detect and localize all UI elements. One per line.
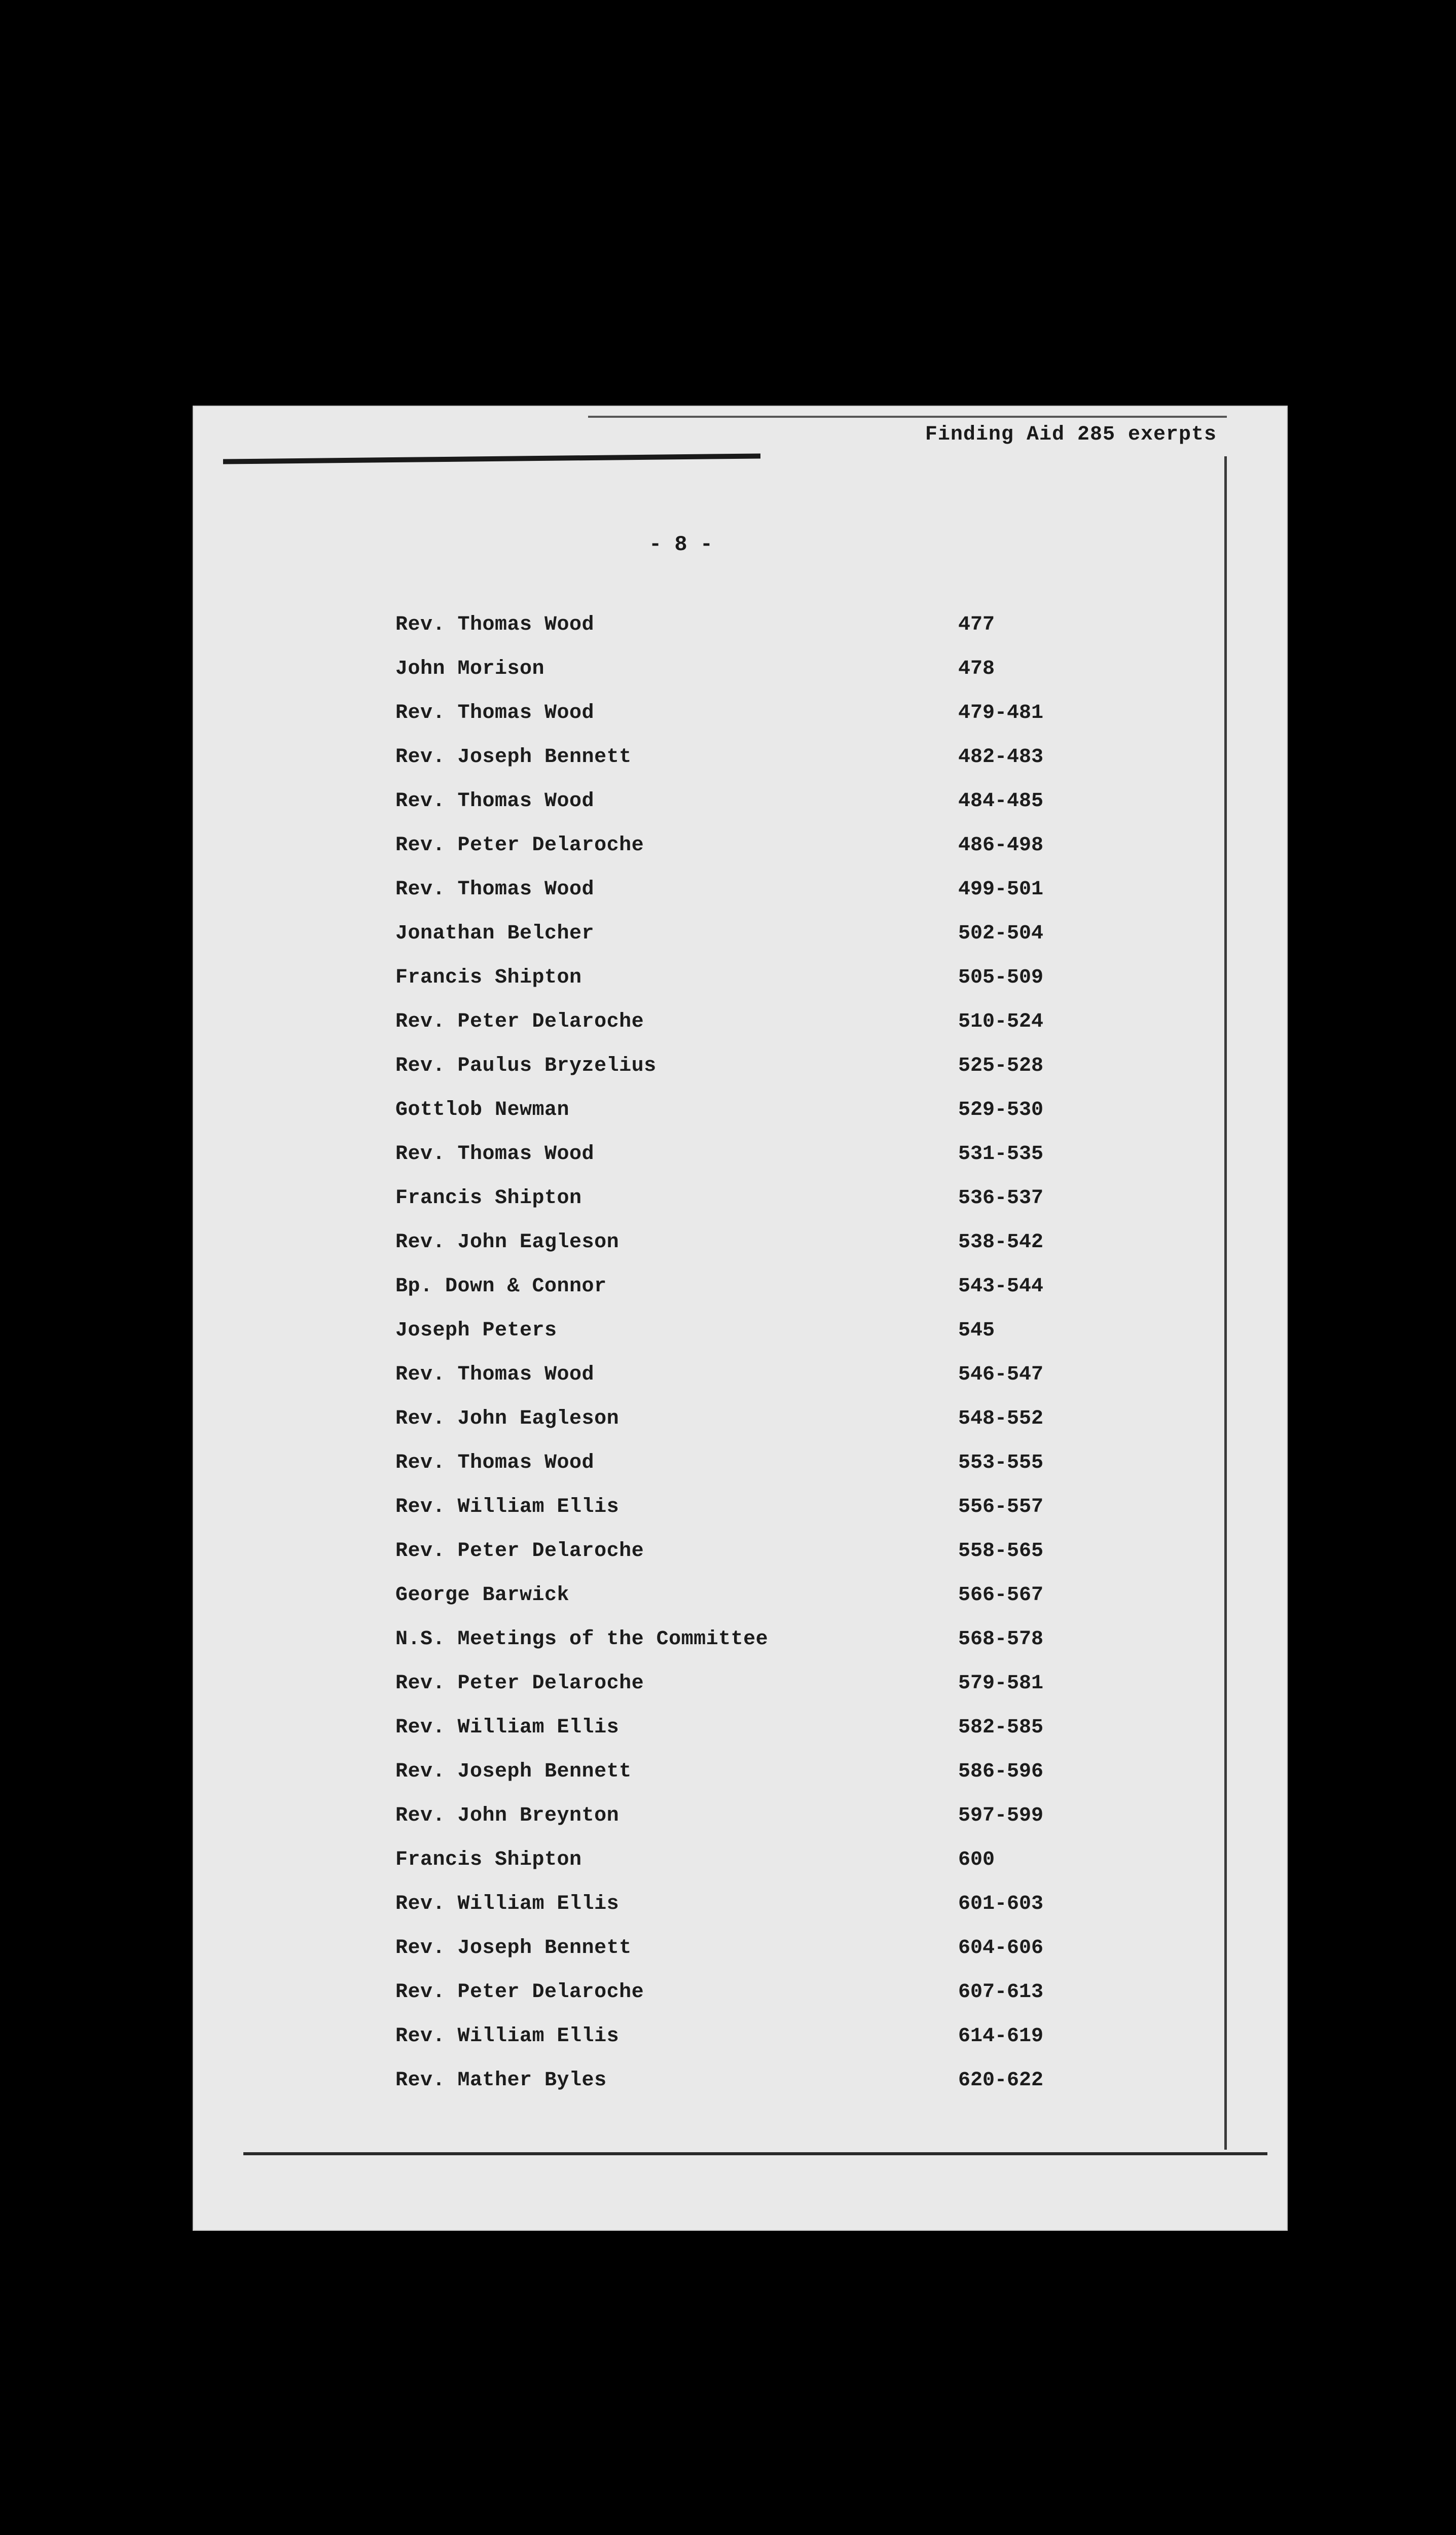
list-item xyxy=(395,1628,1105,1672)
entry-name: Rev. Peter Delaroche xyxy=(395,1981,644,2004)
entry-name: Rev. Thomas Wood xyxy=(395,878,595,901)
entry-name: John Morison xyxy=(395,658,545,680)
entry-name: Gottlob Newman xyxy=(395,1099,570,1121)
list-item xyxy=(395,1452,1105,1496)
list-item xyxy=(395,1187,1105,1231)
list-item xyxy=(395,613,1105,658)
entry-name: Rev. Thomas Wood xyxy=(395,1363,595,1386)
entry-name: Rev. William Ellis xyxy=(395,1893,620,1915)
entry-name: Rev. Peter Delaroche xyxy=(395,1672,644,1695)
entry-name: Rev. William Ellis xyxy=(395,1716,620,1739)
list-item xyxy=(395,790,1105,834)
list-item xyxy=(395,1407,1105,1452)
list-item xyxy=(395,966,1105,1010)
entry-name: Rev. Joseph Bennett xyxy=(395,1760,632,1783)
entry-pages: 510-524 xyxy=(958,1010,1044,1033)
list-item xyxy=(395,2069,1105,2113)
list-item xyxy=(395,1716,1105,1760)
entry-list xyxy=(395,613,1105,2113)
entry-name: Rev. John Eagleson xyxy=(395,1407,620,1430)
entry-name: Bp. Down & Connor xyxy=(395,1275,607,1298)
entry-pages: 601-603 xyxy=(958,1893,1044,1915)
entry-pages: 478 xyxy=(958,658,995,680)
top-rule xyxy=(223,453,760,464)
entry-pages: 546-547 xyxy=(958,1363,1044,1386)
list-item xyxy=(395,746,1105,790)
entry-name: Rev. William Ellis xyxy=(395,2025,620,2048)
entry-pages: 538-542 xyxy=(958,1231,1044,1254)
list-item xyxy=(395,1893,1105,1937)
list-item xyxy=(395,1584,1105,1628)
list-item xyxy=(395,1143,1105,1187)
entry-name: Rev. Peter Delaroche xyxy=(395,1540,644,1563)
entry-name: Rev. Thomas Wood xyxy=(395,702,595,725)
list-item xyxy=(395,1010,1105,1055)
list-item xyxy=(395,1496,1105,1540)
right-frame-line xyxy=(1224,456,1227,2150)
list-item xyxy=(395,1849,1105,1893)
list-item xyxy=(395,1363,1105,1407)
entry-pages: 545 xyxy=(958,1319,995,1342)
entry-pages: 486-498 xyxy=(958,834,1044,857)
bottom-rule xyxy=(243,2152,1267,2155)
entry-name: Jonathan Belcher xyxy=(395,922,595,945)
entry-pages: 586-596 xyxy=(958,1760,1044,1783)
list-item xyxy=(395,1275,1105,1319)
list-item xyxy=(395,1231,1105,1275)
entry-pages: 482-483 xyxy=(958,746,1044,769)
entry-name: N.S. Meetings of the Committee xyxy=(395,1628,769,1651)
entry-name: Rev. Thomas Wood xyxy=(395,1452,595,1474)
entry-name: Rev. Joseph Bennett xyxy=(395,1937,632,1960)
entry-pages: 505-509 xyxy=(958,966,1044,989)
list-item xyxy=(395,878,1105,922)
entry-pages: 553-555 xyxy=(958,1452,1044,1474)
list-item xyxy=(395,1672,1105,1716)
entry-pages: 499-501 xyxy=(958,878,1044,901)
entry-name: Rev. John Breynton xyxy=(395,1804,620,1827)
entry-pages: 604-606 xyxy=(958,1937,1044,1960)
entry-pages: 529-530 xyxy=(958,1099,1044,1121)
entry-name: Rev. Thomas Wood xyxy=(395,613,595,636)
entry-pages: 479-481 xyxy=(958,702,1044,725)
list-item xyxy=(395,1540,1105,1584)
entry-name: Rev. William Ellis xyxy=(395,1496,620,1518)
entry-name: Rev. Peter Delaroche xyxy=(395,1010,644,1033)
entry-pages: 620-622 xyxy=(958,2069,1044,2092)
list-item xyxy=(395,1937,1105,1981)
entry-pages: 548-552 xyxy=(958,1407,1044,1430)
list-item xyxy=(395,702,1105,746)
entry-name: Rev. Mather Byles xyxy=(395,2069,607,2092)
entry-name: Rev. Thomas Wood xyxy=(395,1143,595,1166)
entry-pages: 566-567 xyxy=(958,1584,1044,1607)
entry-pages: 607-613 xyxy=(958,1981,1044,2004)
finding-aid-label: Finding Aid 285 exerpts xyxy=(925,423,1217,446)
entry-pages: 558-565 xyxy=(958,1540,1044,1563)
entry-pages: 614-619 xyxy=(958,2025,1044,2048)
entry-pages: 582-585 xyxy=(958,1716,1044,1739)
entry-pages: 502-504 xyxy=(958,922,1044,945)
entry-pages: 531-535 xyxy=(958,1143,1044,1166)
page-number: - 8 - xyxy=(649,532,713,557)
entry-pages: 600 xyxy=(958,1849,995,1871)
entry-pages: 484-485 xyxy=(958,790,1044,813)
list-item xyxy=(395,1981,1105,2025)
entry-pages: 568-578 xyxy=(958,1628,1044,1651)
list-item xyxy=(395,658,1105,702)
entry-name: Rev. Peter Delaroche xyxy=(395,834,644,857)
entry-pages: 536-537 xyxy=(958,1187,1044,1210)
entry-name: Francis Shipton xyxy=(395,1187,582,1210)
list-item xyxy=(395,2025,1105,2069)
entry-pages: 597-599 xyxy=(958,1804,1044,1827)
entry-pages: 543-544 xyxy=(958,1275,1044,1298)
entry-name: Joseph Peters xyxy=(395,1319,557,1342)
header-frame-line xyxy=(588,416,1227,418)
list-item xyxy=(395,1760,1105,1804)
entry-pages: 525-528 xyxy=(958,1055,1044,1077)
list-item xyxy=(395,834,1105,878)
list-item xyxy=(395,1055,1105,1099)
document-page xyxy=(193,406,1288,2231)
entry-name: George Barwick xyxy=(395,1584,570,1607)
entry-pages: 477 xyxy=(958,613,995,636)
entry-name: Rev. Thomas Wood xyxy=(395,790,595,813)
entry-name: Rev. Paulus Bryzelius xyxy=(395,1055,657,1077)
list-item xyxy=(395,1099,1105,1143)
entry-name: Francis Shipton xyxy=(395,1849,582,1871)
entry-name: Francis Shipton xyxy=(395,966,582,989)
entry-pages: 556-557 xyxy=(958,1496,1044,1518)
entry-pages: 579-581 xyxy=(958,1672,1044,1695)
list-item xyxy=(395,1804,1105,1849)
entry-name: Rev. John Eagleson xyxy=(395,1231,620,1254)
list-item xyxy=(395,922,1105,966)
list-item xyxy=(395,1319,1105,1363)
entry-name: Rev. Joseph Bennett xyxy=(395,746,632,769)
